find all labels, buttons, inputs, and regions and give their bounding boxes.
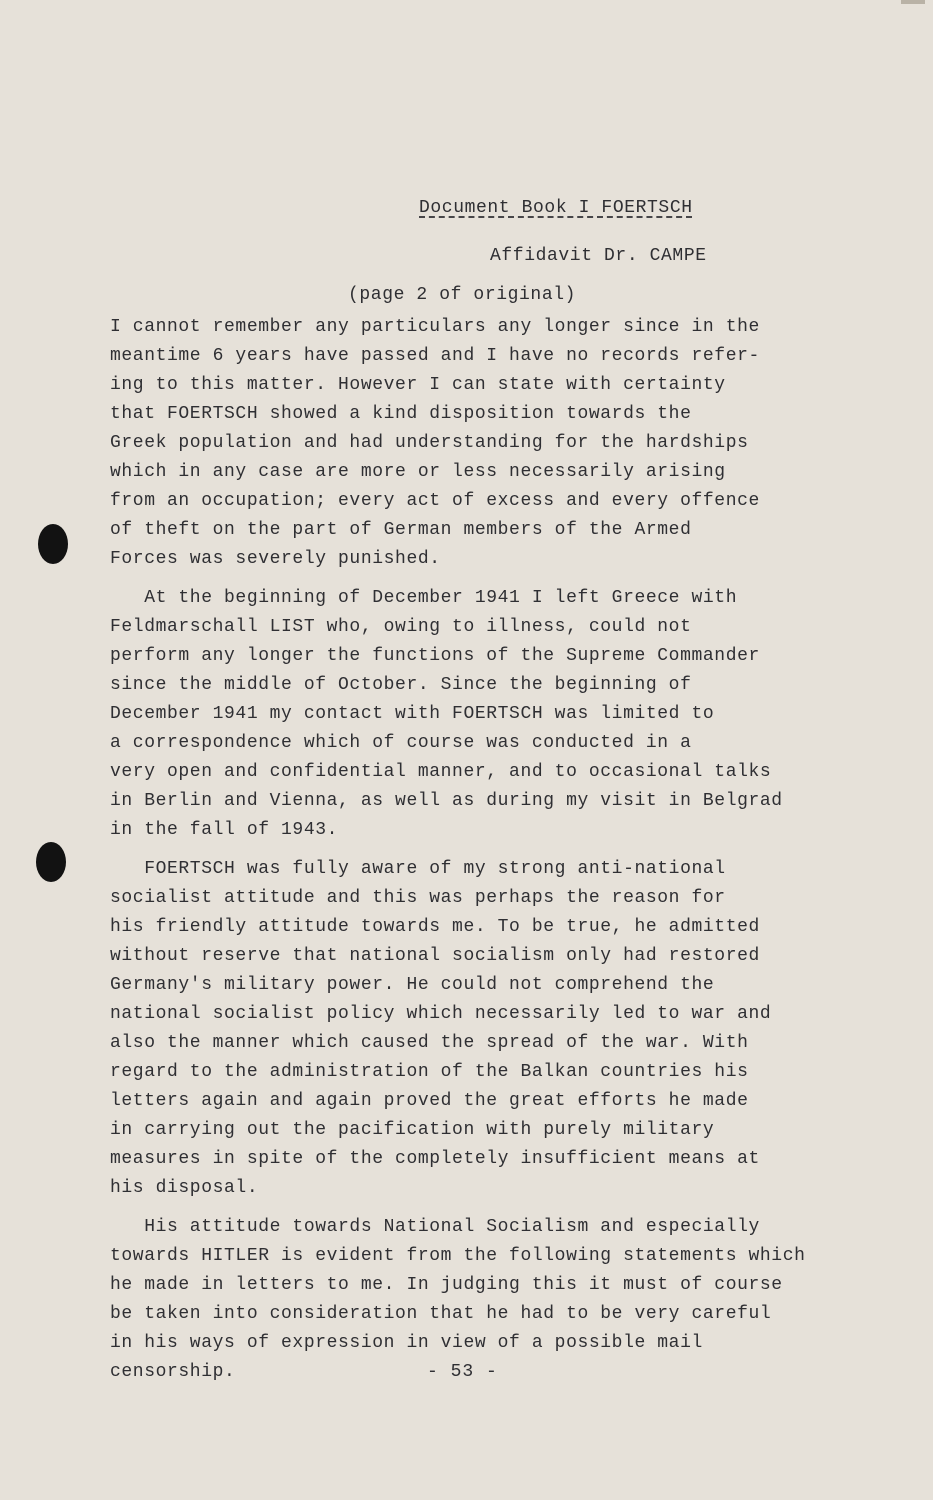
paragraph xyxy=(110,313,870,574)
corner-mark xyxy=(901,0,925,4)
text-line: Forces was severely punished. xyxy=(110,549,441,569)
text-line: his friendly attitude towards me. To be true, he admitted xyxy=(110,917,760,937)
document-book-title: Document Book I FOERTSCH xyxy=(419,198,693,218)
text-line: also the manner which caused the spread of the war. With xyxy=(110,1033,749,1053)
text-line: meantime 6 years have passed and I have no records refer- xyxy=(110,346,760,366)
text-line: ing to this matter. However I can state with certainty xyxy=(110,375,726,395)
text-line: very open and confidential manner, and to occasional talks xyxy=(110,762,772,782)
paragraph xyxy=(110,584,870,845)
text-line: censorship. xyxy=(110,1362,236,1382)
text-line: December 1941 my contact with FOERTSCH was limited to xyxy=(110,704,715,724)
text-line: in carrying out the pacification with purely military xyxy=(110,1120,715,1140)
text-line: socialist attitude and this was perhaps the reason for xyxy=(110,888,726,908)
page-number: - 53 - xyxy=(427,1362,498,1382)
text-line: he made in letters to me. In judging this it must of course xyxy=(110,1275,783,1295)
text-line: a correspondence which of course was conducted in a xyxy=(110,733,692,753)
text-line: national socialist policy which necessarily led to war and xyxy=(110,1004,772,1024)
paragraph xyxy=(110,855,870,1203)
text-line: in his ways of expression in view of a possible mail xyxy=(110,1333,703,1353)
text-line: Germany's military power. He could not comprehend the xyxy=(110,975,715,995)
text-line: in Berlin and Vienna, as well as during my visit in Belgrad xyxy=(110,791,783,811)
text-line: of theft on the part of German members of the Armed xyxy=(110,520,692,540)
text-line: be taken into consideration that he had to be very careful xyxy=(110,1304,772,1324)
text-line: Feldmarschall LIST who, owing to illness, could not xyxy=(110,617,692,637)
text-line: At the beginning of December 1941 I left Greece with xyxy=(110,588,738,608)
paragraph xyxy=(110,1213,870,1387)
text-line: I cannot remember any particulars any longer since in the xyxy=(110,317,760,337)
body-text xyxy=(110,313,870,1387)
text-line: towards HITLER is evident from the following statements which xyxy=(110,1246,806,1266)
text-line: letters again and again proved the great efforts he made xyxy=(110,1091,749,1111)
text-line: from an occupation; every act of excess and every offence xyxy=(110,491,760,511)
text-line: his disposal. xyxy=(110,1178,259,1198)
page-note: (page 2 of original) xyxy=(348,285,577,305)
punch-hole-lower xyxy=(36,842,66,882)
text-line: which in any case are more or less necessarily arising xyxy=(110,462,726,482)
text-line: measures in spite of the completely insufficient means at xyxy=(110,1149,760,1169)
text-line: that FOERTSCH showed a kind disposition towards the xyxy=(110,404,692,424)
text-line: without reserve that national socialism only had restored xyxy=(110,946,760,966)
punch-hole-upper xyxy=(38,524,68,564)
text-line: in the fall of 1943. xyxy=(110,820,339,840)
text-line: Greek population and had understanding for the hardships xyxy=(110,433,749,453)
text-line: perform any longer the functions of the Supreme Commander xyxy=(110,646,760,666)
affidavit-title: Affidavit Dr. CAMPE xyxy=(490,246,707,266)
text-line: His attitude towards National Socialism and especially xyxy=(110,1217,760,1237)
text-line: regard to the administration of the Balkan countries his xyxy=(110,1062,749,1082)
text-line: FOERTSCH was fully aware of my strong anti-national xyxy=(110,859,726,879)
text-line: since the middle of October. Since the beginning of xyxy=(110,675,692,695)
